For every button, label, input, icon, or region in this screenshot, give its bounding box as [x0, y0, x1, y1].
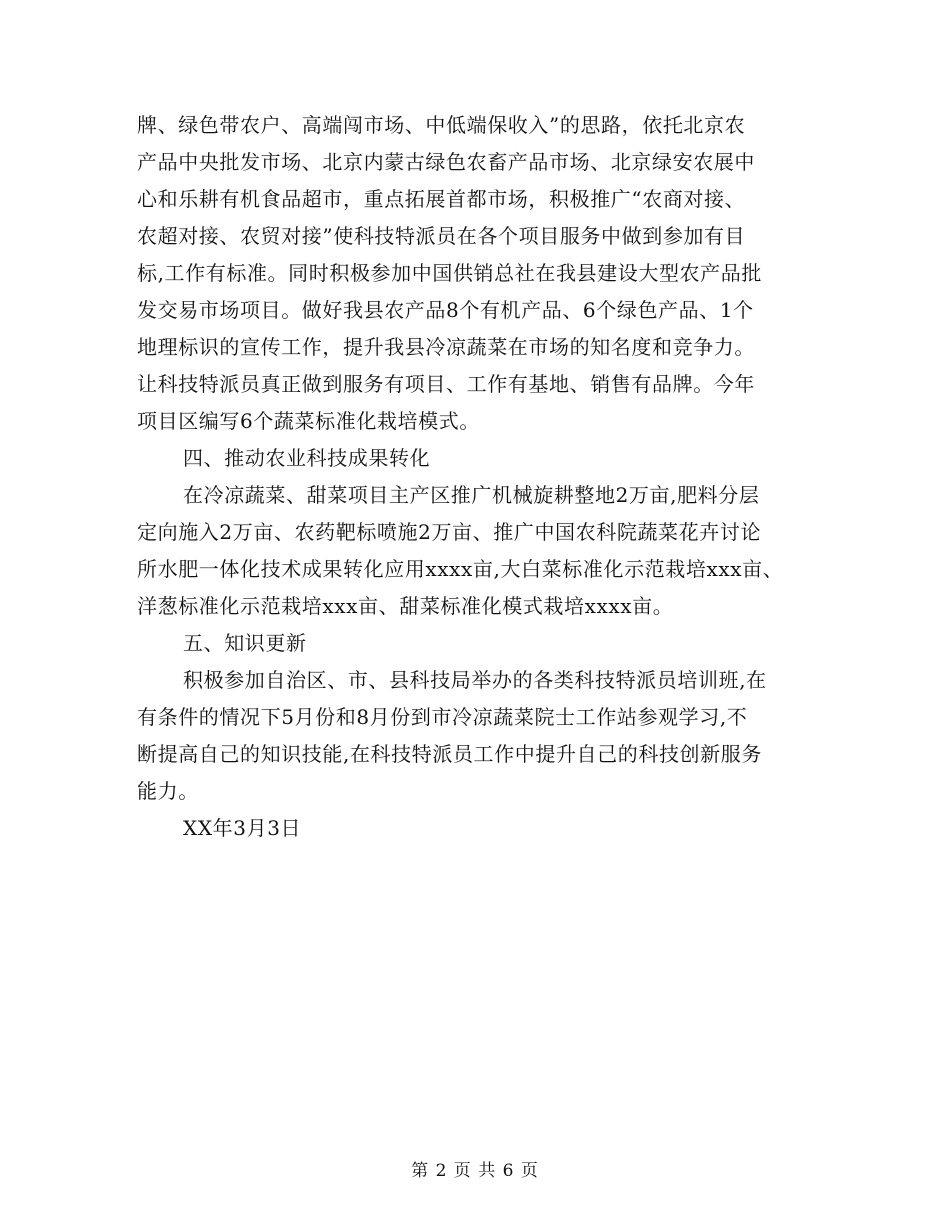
body-text-line: 牌、绿色带农户、高端闯市场、中低端保收入”的思路，依托北京农: [137, 113, 746, 137]
body-text-line: 地理标识的宣传工作，提升我县冷凉蔬菜在市场的知名度和竞争力。: [137, 335, 755, 359]
document-date: XX年3月3日: [183, 816, 302, 840]
body-text-line: 发交易市场项目。做好我县农产品8个有机产品、6个绿色产品、1个: [137, 298, 754, 322]
body-text-line: 项目区编写6个蔬菜标准化栽培模式。: [137, 409, 480, 433]
body-text-line: 让科技特派员真正做到服务有项目、工作有基地、销售有品牌。今年: [137, 372, 755, 396]
body-text-line: 有条件的情况下5月份和8月份到市冷凉蔬菜院士工作站参观学习,不: [137, 705, 748, 729]
body-text-line: 洋葱标准化示范栽培xxx亩、甜菜标准化模式栽培xxxx亩。: [137, 594, 674, 618]
body-text-line: 在冷凉蔬菜、甜菜项目主产区推广机械旋耕整地2万亩,肥料分层: [183, 483, 760, 507]
body-text-line: 断提高自己的知识技能,在科技特派员工作中提升自己的科技创新服务: [137, 742, 762, 766]
body-text-line: 定向施入2万亩、农药靶标喷施2万亩、推广中国农科院蔬菜花卉讨论: [137, 520, 762, 544]
body-text-line: 产品中央批发市场、北京内蒙古绿色农畜产品市场、北京绿安农展中: [137, 150, 755, 174]
body-text-line: 标,工作有标准。同时积极参加中国供销总社在我县建设大型农产品批: [137, 261, 762, 285]
body-text-line: 农超对接、农贸对接”使科技特派员在各个项目服务中做到参加有目: [137, 224, 746, 248]
page-number-footer: 第 2 页 共 6 页: [411, 1161, 539, 1181]
body-text-line: 心和乐耕有机食品超市，重点拓展首都市场，积极推广“农商对接、: [137, 187, 746, 211]
body-text-line: 所水肥一体化技术成果转化应用xxxx亩,大白菜标准化示范栽培xxx亩、: [137, 557, 784, 581]
body-text-line: 能力。: [137, 779, 199, 803]
section-heading: 四、推动农业科技成果转化: [183, 446, 431, 470]
section-heading: 五、知识更新: [183, 631, 307, 655]
body-text-line: 积极参加自治区、市、县科技局举办的各类科技特派员培训班,在: [183, 668, 767, 692]
